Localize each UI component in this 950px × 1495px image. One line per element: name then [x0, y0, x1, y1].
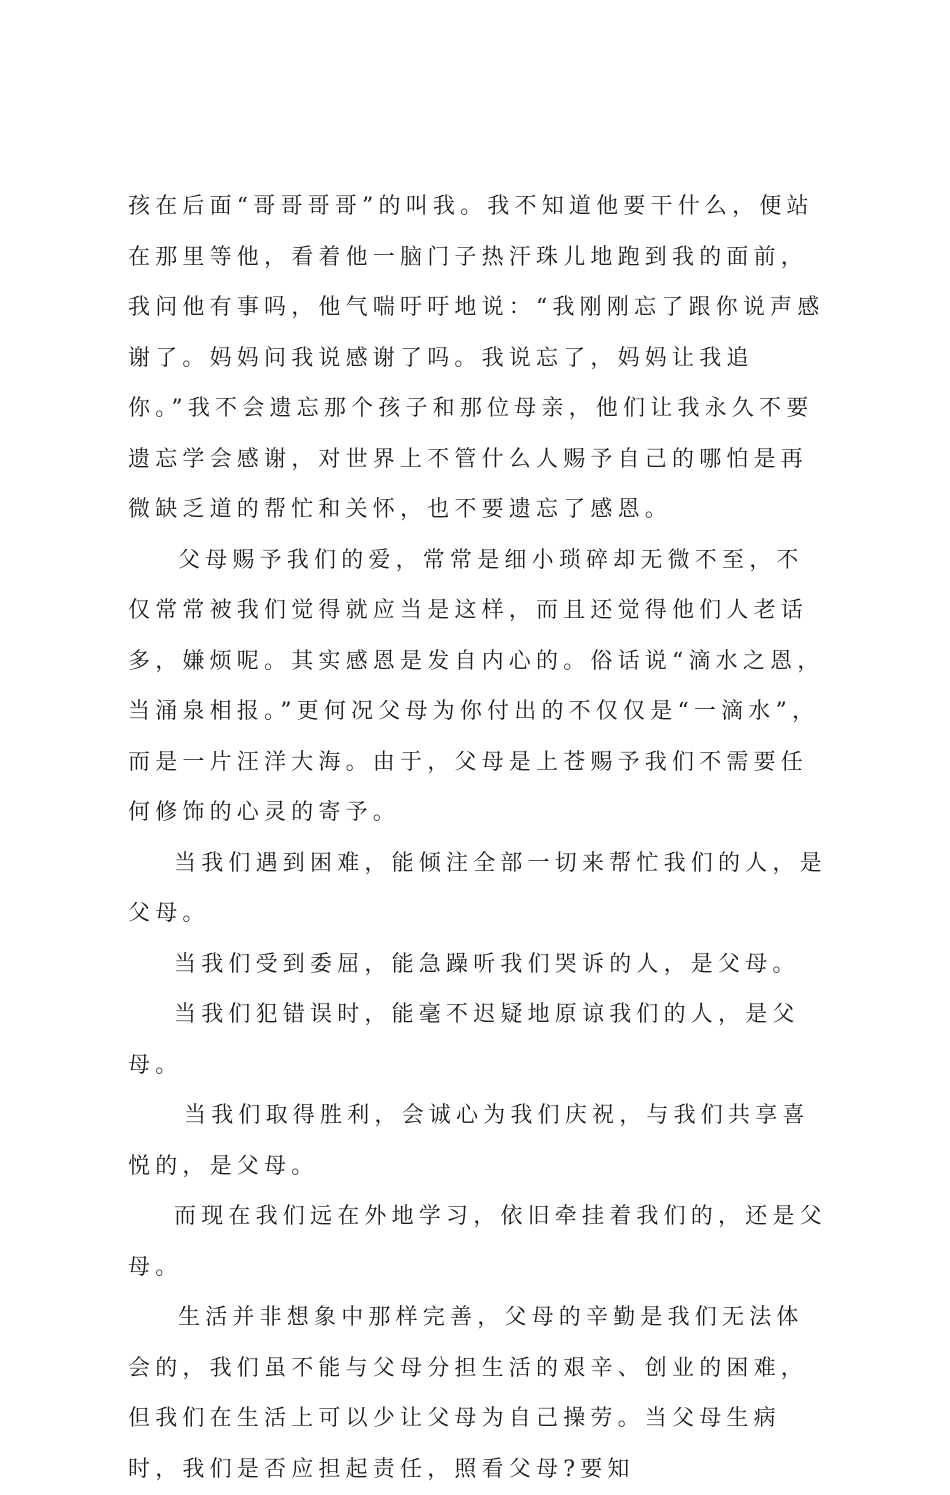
paragraph-3: 当我们遇到困难，能倾注全部一切来帮忙我们的人，是父母。: [128, 850, 827, 926]
paragraph-7: 而现在我们远在外地学习，依旧牵挂着我们的，还是父母。: [128, 1204, 827, 1280]
paragraph-1: 孩在后面“哥哥哥哥”的叫我。我不知道他要干什么，便站在那里等他，看着他一脑门子热汗珠儿地跑到我的面前，我问他有事吗，他气喘吁吁地说：“我刚刚忘了跟你说声感谢了。妈妈问我说感谢了吗。我说忘了，妈妈让我追你。”我不会遗忘那个孩子和那位母亲，他们让我永久不要遗忘学会感谢，对世界上不管什么人赐予自己的哪怕是再微缺乏道的帮忙和关怀，也不要遗忘了感恩。: [128, 194, 825, 522]
document-body: [128, 182, 828, 1495]
paragraph-2: 父母赐予我们的爱，常常是细小琐碎却无微不至，不仅常常被我们觉得就应当是这样，而且还觉得他们人老话多，嫌烦呢。其实感恩是发自内心的。俗话说“滴水之恩，当涌泉相报。”更何况父母为你付出的不仅仅是“一滴水”，而是一片汪洋大海。由于，父母是上苍赐予我们不需要任何修饰的心灵的寄予。: [128, 547, 825, 825]
paragraph-8: 生活并非想象中那样完善，父母的辛勤是我们无法体会的，我们虽不能与父母分担生活的艰辛、创业的困难，但我们在生活上可以少让父母为自己操劳。当父母生病时，我们是否应担起责任，照看父母?要知: [128, 1305, 809, 1482]
paragraph-5: 当我们犯错误时，能毫不迟疑地原谅我们的人，是父母。: [128, 1002, 800, 1078]
paragraph-6: 当我们取得胜利，会诚心为我们庆祝，与我们共享喜悦的，是父母。: [128, 1103, 810, 1179]
paragraph-4: 当我们受到委屈，能急躁听我们哭诉的人，是父母。: [174, 951, 800, 977]
